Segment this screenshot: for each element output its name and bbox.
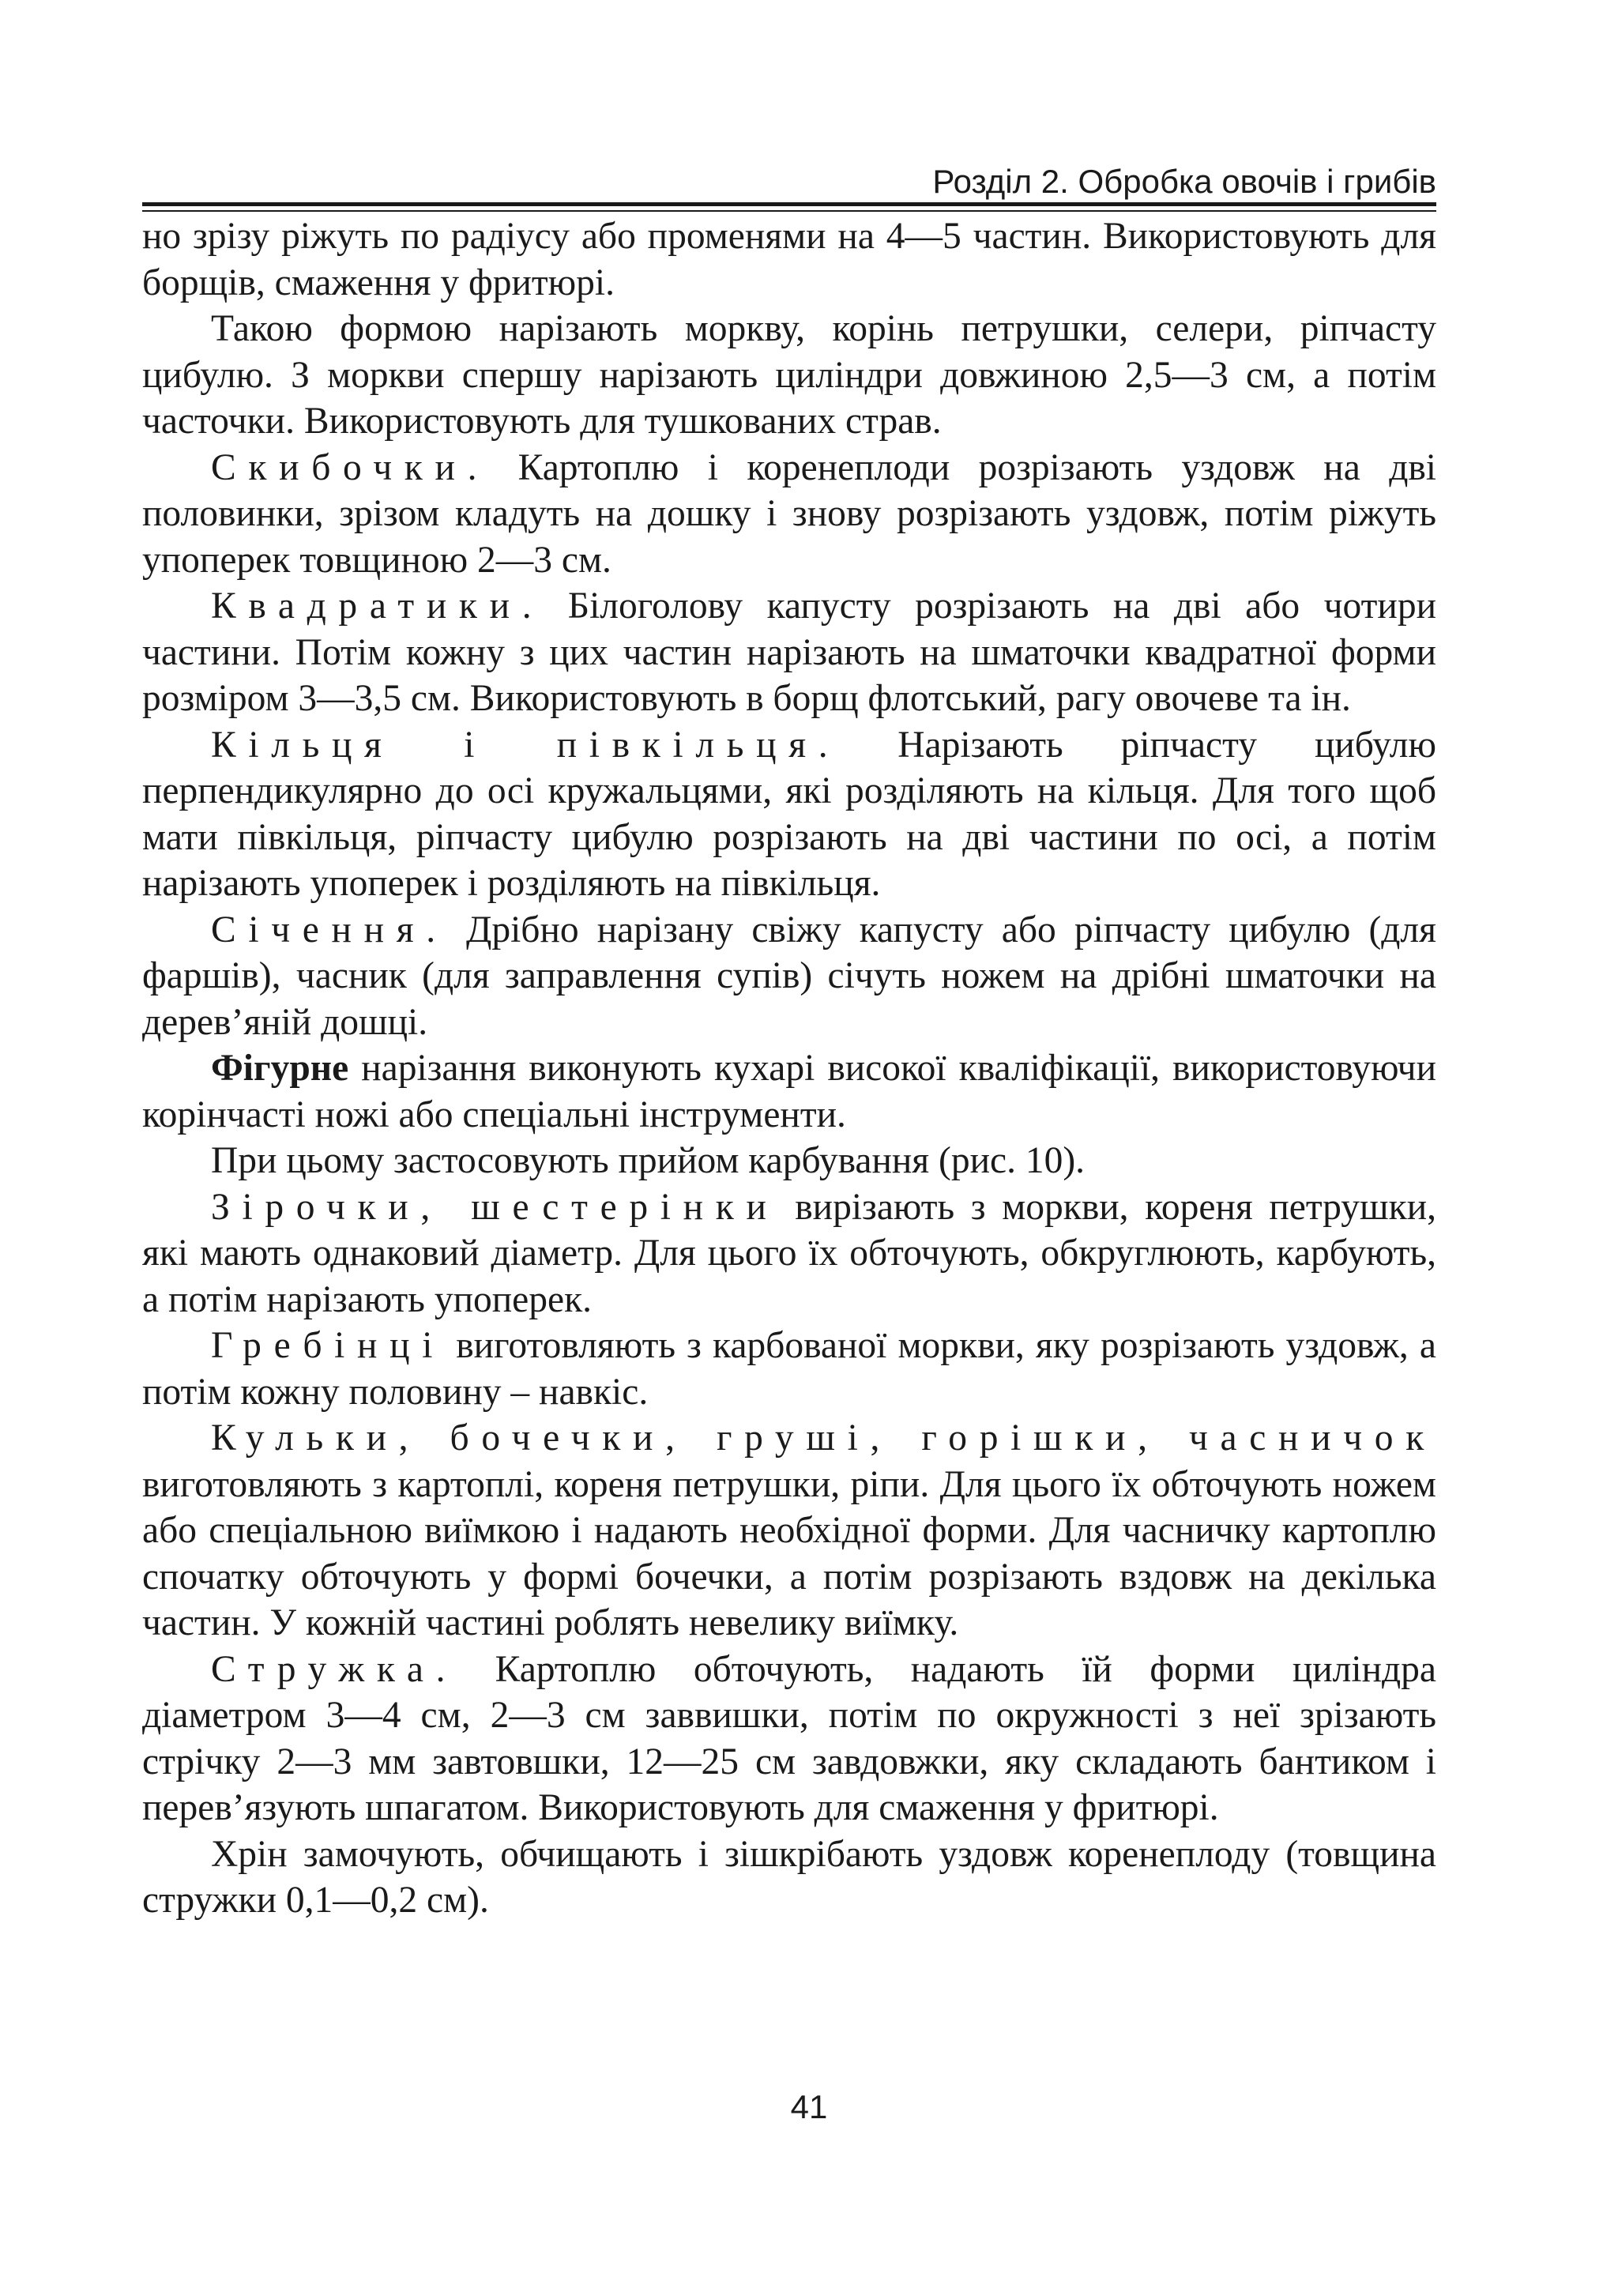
paragraph-3 xyxy=(142,445,1436,584)
term-fihurne: Фігурне xyxy=(211,1048,349,1089)
paragraph-2 xyxy=(142,306,1436,445)
term-struzhka: Стружка. xyxy=(211,1648,458,1690)
term-sichennia: Січення. xyxy=(211,909,448,950)
paragraph-10-text: виготовляють з карбованої моркви, яку розрізають уздовж, а потім кожну половину – навкіс. xyxy=(142,1325,1436,1413)
paragraph-8 xyxy=(142,1138,1436,1184)
running-header: Розділ 2. Обробка овочів і грибів xyxy=(932,163,1436,200)
paragraph-6 xyxy=(142,907,1436,1046)
body-text xyxy=(142,213,1436,1924)
paragraph-5-text: Нарізають ріпчасту цибулю перпендикулярно до осі кружальцями, які розділяють на кільця. Для того щоб мати півкільця, ріпчасту цибулю розрізають на дві частини по осі, а потім нарізають упоперек і розділяють на півкільця. xyxy=(142,724,1436,904)
paragraph-4-text: Білоголову капусту розрізають на дві або чотири частини. Потім кожну з цих частин нарізають на шматочки квадратної форми розміром 3—3,5 см. Використовують в борщ флотський, рагу овочеве та ін. xyxy=(142,585,1436,719)
paragraph-12 xyxy=(142,1647,1436,1831)
paragraph-11 xyxy=(142,1415,1436,1647)
paragraph-12-text: Картоплю обточують, надають їй форми циліндра діаметром 3—4 см, 2—3 см заввишки, потім по окружності з неї зрізають стрічку 2—3 мм завтовшки, 12—25 см завдовжки, яку складають бантиком і перев’язують шпагатом. Використовують для смаження у фритюрі. xyxy=(142,1648,1436,1828)
paragraph-5 xyxy=(142,722,1436,907)
header-rule-thin xyxy=(142,210,1436,212)
term-kiltsia: Кільця і півкільця. xyxy=(211,724,841,766)
paragraph-13 xyxy=(142,1831,1436,1924)
paragraph-9-text: вирізають з моркви, кореня петрушки, які мають однаковий діаметр. Для цього їх обточують, обкруглюють, карбують, а потім нарізають упоперек. xyxy=(142,1186,1436,1320)
paragraph-1 xyxy=(142,213,1436,306)
paragraph-4 xyxy=(142,583,1436,722)
header-rule-thick xyxy=(142,202,1436,206)
term-kulky: Кульки, бочечки, груші, горішки, часничок xyxy=(211,1417,1436,1459)
paragraph-2-text: Такою формою нарізають моркву, корінь петрушки, селери, ріпчасту цибулю. З моркви спершу нарізають циліндри довжиною 2,5—3 см, а потім часточки. Використовують для тушкованих страв. xyxy=(142,308,1436,442)
paragraph-10 xyxy=(142,1323,1436,1415)
paragraph-6-text: Дрібно нарізану свіжу капусту або ріпчасту цибулю (для фаршів), часник (для заправлення супів) січуть ножем на дрібні шматочки на дерев’яній дошці. xyxy=(142,909,1436,1043)
paragraph-8-text: При цьому застосовують прийом карбування (рис. 10). xyxy=(211,1140,1086,1181)
paragraph-11-text: виготовляють з картоплі, кореня петрушки, ріпи. Для цього їх обточують ножем або спеціальною виїмкою і надають необхідної форми. Для часничку картоплю спочатку обточують у формі бочечки, а потім розрізають вздовж на декілька частин. У кожній частині роблять невелику виїмку. xyxy=(142,1463,1436,1643)
page-number: 41 xyxy=(790,2088,828,2125)
paragraph-7-text: нарізання виконують кухарі високої кваліфікації, використовуючи корінчасті ножі або спеціальні інструменти. xyxy=(142,1048,1436,1135)
paragraph-1-text: но зрізу ріжуть по радіусу або променями на 4—5 частин. Використовують для борщів, смаження у фритюрі. xyxy=(142,216,1436,303)
term-zirochky: Зірочки, шестерінки xyxy=(211,1186,779,1228)
paragraph-9 xyxy=(142,1184,1436,1323)
term-hrebintsi: Гребінці xyxy=(211,1325,446,1366)
paragraph-3-text: Картоплю і коренеплоди розрізають уздовж на дві половинки, зрізом кладуть на дошку і знову розрізають уздовж, потім ріжуть упоперек товщиною 2—3 см. xyxy=(142,446,1436,581)
term-kvadratyky: Квадратики. xyxy=(211,585,544,627)
paragraph-7 xyxy=(142,1045,1436,1138)
term-skybochky: Скибочки. xyxy=(211,446,490,488)
paragraph-13-text: Хрін замочують, обчищають і зішкрібають уздовж коренеплоду (товщина стружки 0,1—0,2 см). xyxy=(142,1833,1436,1921)
